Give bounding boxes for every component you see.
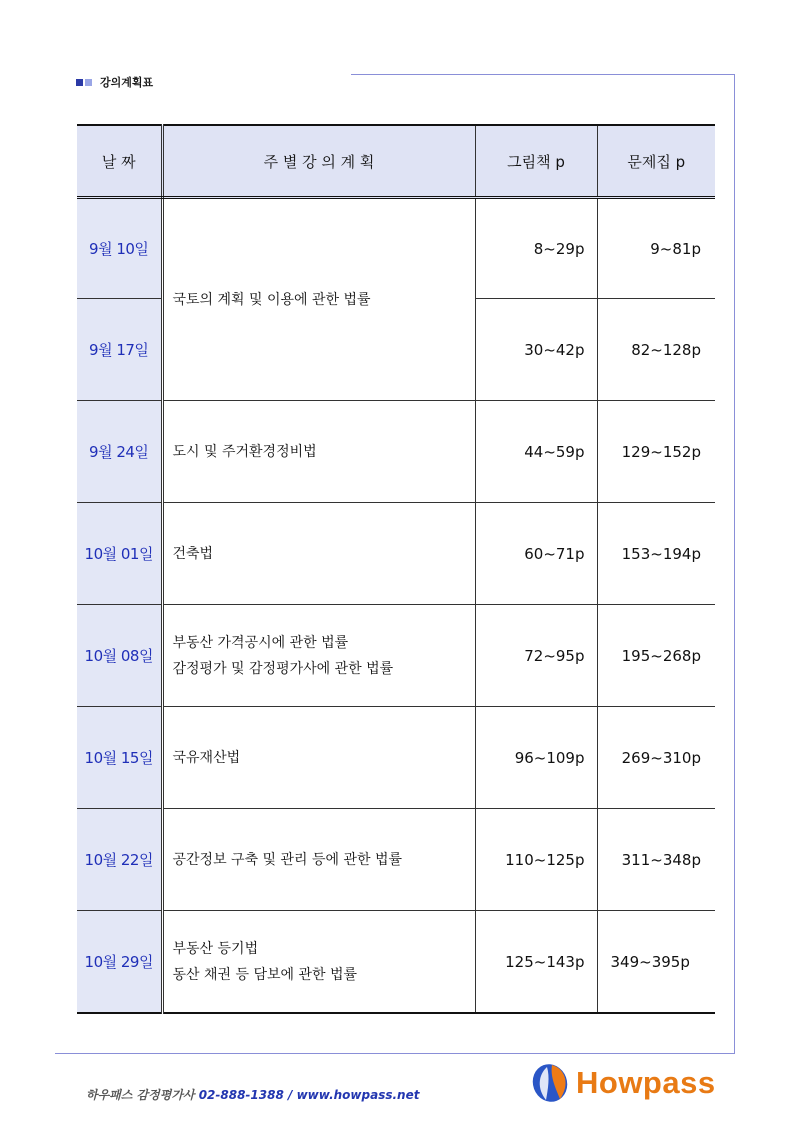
table-row [77, 809, 715, 911]
logo-text: Howpass [576, 1065, 716, 1100]
howpass-logo-icon [530, 1063, 570, 1103]
table-row [77, 198, 715, 299]
picture-book-pages-cell: 8~29p [475, 198, 597, 299]
plan-line: 부동산 등기법 [172, 940, 259, 957]
workbook-pages-cell: 9~81p [597, 198, 715, 299]
plan-cell [162, 707, 475, 809]
date-cell: 10월 08일 [77, 605, 162, 707]
plan-line: 국유재산법 [172, 749, 241, 766]
table-row [77, 707, 715, 809]
table-row [77, 605, 715, 707]
header-workbook-pages: 문제집 p [597, 125, 715, 198]
frame-line-top [351, 74, 734, 75]
plan-line: 도시 및 주거환경정비법 [172, 443, 317, 460]
lecture-plan-table [77, 124, 715, 1014]
footer-website-link[interactable]: www.howpass.net [296, 1088, 420, 1102]
frame-line-bottom [55, 1053, 735, 1054]
plan-line: 공간정보 구축 및 관리 등에 관한 법률 [172, 851, 403, 868]
bullet-square-icon [76, 79, 83, 86]
plan-cell [162, 605, 475, 707]
table-header-row [77, 125, 715, 198]
date-cell: 10월 22일 [77, 809, 162, 911]
picture-book-pages-cell: 96~109p [475, 707, 597, 809]
date-cell: 9월 10일 [77, 198, 162, 299]
picture-book-pages-cell: 72~95p [475, 605, 597, 707]
date-cell: 9월 24일 [77, 401, 162, 503]
plan-cell [162, 198, 475, 401]
howpass-logo [530, 1063, 716, 1103]
plan-line: 감정평가 및 감정평가사에 관한 법률 [172, 660, 394, 677]
section-header [76, 74, 153, 90]
frame-line-right [734, 74, 735, 1054]
header-weekly-plan: 주 별 강 의 계 획 [162, 125, 475, 198]
bullet-square-light-icon [85, 79, 92, 86]
footer-separator: / [288, 1088, 293, 1102]
date-cell: 9월 17일 [77, 299, 162, 401]
table-row [77, 401, 715, 503]
picture-book-pages-cell: 30~42p [475, 299, 597, 401]
footer-contact [86, 1086, 419, 1103]
footer-phone: 02-888-1388 [198, 1088, 284, 1102]
table-row [77, 503, 715, 605]
date-cell: 10월 01일 [77, 503, 162, 605]
workbook-pages-cell: 82~128p [597, 299, 715, 401]
plan-cell [162, 503, 475, 605]
date-cell: 10월 15일 [77, 707, 162, 809]
workbook-pages-cell: 269~310p [597, 707, 715, 809]
workbook-pages-cell: 349~395p [597, 911, 715, 1014]
plan-cell [162, 911, 475, 1014]
table-row [77, 911, 715, 1014]
footer-company: 하우패스 감정평가사 [86, 1088, 195, 1102]
picture-book-pages-cell: 110~125p [475, 809, 597, 911]
section-title: 강의계획표 [100, 76, 154, 89]
plan-line: 동산 채권 등 담보에 관한 법률 [172, 966, 358, 983]
plan-line: 건축법 [172, 545, 214, 562]
workbook-pages-cell: 311~348p [597, 809, 715, 911]
workbook-pages-cell: 153~194p [597, 503, 715, 605]
header-picture-book-pages: 그림책 p [475, 125, 597, 198]
plan-cell [162, 401, 475, 503]
header-date: 날 짜 [77, 125, 162, 198]
picture-book-pages-cell: 125~143p [475, 911, 597, 1014]
plan-line: 부동산 가격공시에 관한 법률 [172, 634, 349, 651]
date-cell: 10월 29일 [77, 911, 162, 1014]
picture-book-pages-cell: 44~59p [475, 401, 597, 503]
workbook-pages-cell: 195~268p [597, 605, 715, 707]
workbook-pages-cell: 129~152p [597, 401, 715, 503]
plan-cell [162, 809, 475, 911]
picture-book-pages-cell: 60~71p [475, 503, 597, 605]
plan-line: 국토의 계획 및 이용에 관한 법률 [172, 291, 371, 308]
